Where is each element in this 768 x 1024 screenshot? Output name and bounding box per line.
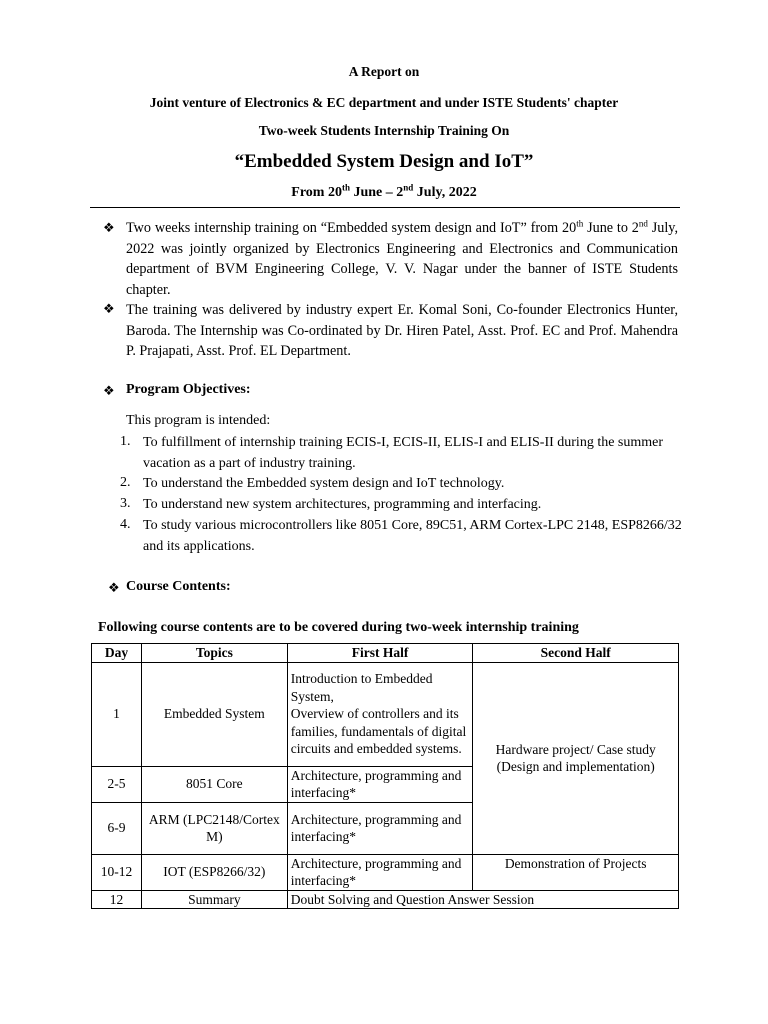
day-cell: 12 bbox=[92, 890, 142, 909]
intro-paragraph-2: The training was delivered by industry expert Er. Komal Soni, Co-founder Electronics Hunter, Baroda. The Internship was Co-ordinated by Dr. Hiren Patel, Asst. Prof. EC and Prof. Mahendra P. Prajapati, Asst. Prof. EL Department. bbox=[126, 302, 678, 359]
first-half-cell: Architecture, programming and interfacing* bbox=[287, 766, 473, 802]
objective-item: To understand the Embedded system design and IoT technology. bbox=[143, 476, 505, 491]
date-line: From 20th June – 2nd July, 2022 bbox=[291, 182, 477, 200]
header-divider bbox=[90, 207, 680, 208]
first-half-cell: Architecture, programming and interfacing* bbox=[287, 854, 473, 890]
bullet-icon: ❖ bbox=[108, 580, 120, 595]
day-cell: 1 bbox=[92, 662, 142, 766]
table-row bbox=[92, 854, 679, 890]
table-row bbox=[92, 662, 679, 766]
topic-cell: Embedded System bbox=[141, 662, 287, 766]
course-caption: Following course contents are to be covered during two-week internship training bbox=[98, 620, 579, 635]
column-header: Day bbox=[92, 644, 142, 663]
column-header: First Half bbox=[287, 644, 473, 663]
day-cell: 6-9 bbox=[92, 802, 142, 854]
first-half-cell: Introduction to Embedded System, Overview of controllers and its families, fundamentals of digital circuits and embedded systems. bbox=[287, 662, 473, 766]
table-row bbox=[92, 890, 679, 909]
report-label: A Report on bbox=[348, 64, 420, 79]
bullet-icon: ❖ bbox=[103, 383, 115, 398]
report-title: “Embedded System Design and IoT” bbox=[234, 151, 534, 172]
objective-item: To fulfillment of internship training ECIS-I, ECIS-II, ELIS-I and ELIS-II during the summer vacation as a part of industry training. bbox=[143, 435, 664, 471]
department-line: Joint venture of Electronics & EC department and under ISTE Students' chapter bbox=[149, 95, 619, 110]
second-half-cell: Demonstration of Projects bbox=[473, 854, 679, 890]
objective-item: To study various microcontrollers like 8051 Core, 89C51, ARM Cortex-LPC 2148, ESP8266/32 and its applications. bbox=[143, 518, 682, 554]
course-heading: Course Contents: bbox=[126, 579, 231, 594]
topic-cell: ARM (LPC2148/Cortex M) bbox=[141, 802, 287, 854]
topic-cell: Summary bbox=[141, 890, 287, 909]
training-line: Two-week Students Internship Training On bbox=[258, 123, 510, 138]
objectives-intro: This program is intended: bbox=[126, 413, 271, 428]
first-half-cell: Architecture, programming and interfacing* bbox=[287, 802, 473, 854]
session-cell: Doubt Solving and Question Answer Session bbox=[287, 890, 678, 909]
bullet-icon: ❖ bbox=[103, 220, 115, 235]
day-cell: 10-12 bbox=[92, 854, 142, 890]
list-number: 3. bbox=[120, 496, 131, 511]
intro-paragraph-1: Two weeks internship training on “Embedded system design and IoT” from 20th June to 2nd July, 2022 was jointly organized by Electronics Engineering and Electronics and Communication department of BVM Engineering College, V. V. Nagar under the banner of ISTE Students chapter. bbox=[126, 218, 679, 298]
course-table bbox=[91, 643, 679, 909]
list-number: 4. bbox=[120, 517, 131, 532]
topic-cell: IOT (ESP8266/32) bbox=[141, 854, 287, 890]
objective-item: To understand new system architectures, programming and interfacing. bbox=[143, 497, 542, 512]
column-header: Second Half bbox=[473, 644, 679, 663]
second-half-cell: Hardware project/ Case study (Design and implementation) bbox=[473, 662, 679, 854]
objectives-heading: Program Objectives: bbox=[126, 382, 251, 397]
table-header-row bbox=[92, 644, 679, 663]
topic-cell: 8051 Core bbox=[141, 766, 287, 802]
list-number: 1. bbox=[120, 434, 131, 449]
day-cell: 2-5 bbox=[92, 766, 142, 802]
bullet-icon: ❖ bbox=[103, 301, 115, 316]
column-header: Topics bbox=[141, 644, 287, 663]
list-number: 2. bbox=[120, 475, 131, 490]
